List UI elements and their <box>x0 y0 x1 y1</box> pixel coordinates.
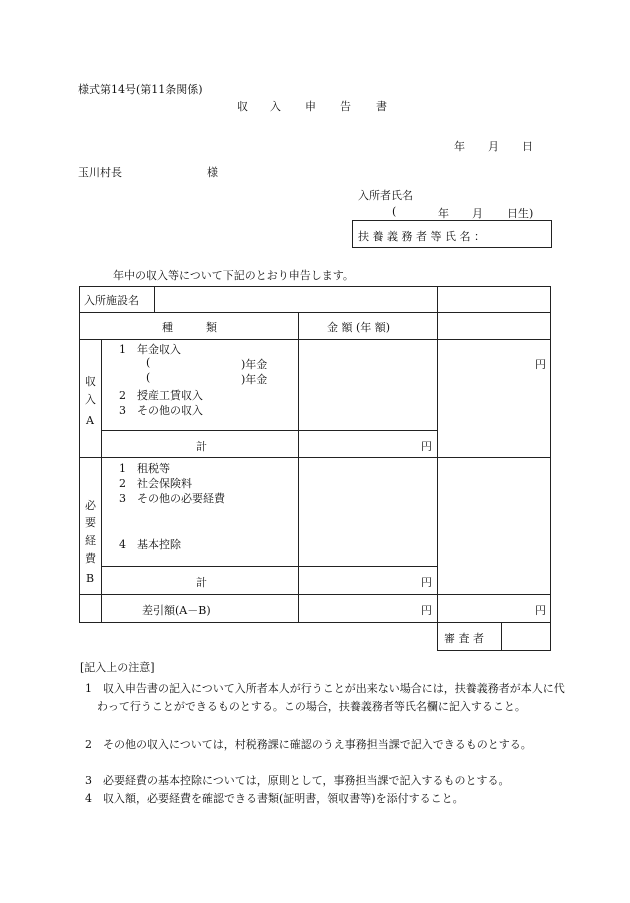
side-char: 要 <box>85 516 96 529</box>
expense-total-label: 計 <box>196 576 207 589</box>
column-header-amount: 金 額 (年 額) <box>327 321 391 334</box>
income-total-label: 計 <box>196 440 207 453</box>
income-yen-unit: 円 <box>535 358 546 371</box>
pension-paren-open: ( <box>146 356 151 369</box>
difference-yen: 円 <box>421 604 432 617</box>
expense-item-taxes: 1 租税等 <box>119 462 170 475</box>
side-char: 費 <box>85 552 96 565</box>
pension-type-2: )年金 <box>241 373 268 386</box>
note-2: 2 その他の収入については，村税務課に確認のうえ事務担当課で記入できるものとする。 <box>85 738 532 751</box>
birth-paren: ( <box>392 205 397 218</box>
side-char: B <box>86 572 95 585</box>
date-year: 年 <box>454 140 465 153</box>
side-char: 入 <box>85 393 96 406</box>
title-char: 書 <box>376 100 387 113</box>
difference-label: 差引額(A－B) <box>142 604 211 617</box>
side-char: 収 <box>85 375 96 388</box>
note-4: 4 収入額，必要経費を確認できる書類(証明書，領収書等)を添付すること。 <box>85 792 464 805</box>
column-header-type: 種 類 <box>162 321 217 334</box>
examiner-stamp-field[interactable] <box>503 624 549 649</box>
honorific: 様 <box>207 166 218 179</box>
facility-name-label: 入所施設名 <box>84 294 139 307</box>
pension-paren-open: ( <box>146 371 151 384</box>
date-day: 日 <box>522 140 533 153</box>
notes-heading: [記入上の注意] <box>80 661 155 674</box>
expense-total-yen: 円 <box>421 576 432 589</box>
income-item-wages: 2 授産工賃収入 <box>119 389 203 402</box>
income-total-yen: 円 <box>421 440 432 453</box>
side-char: A <box>86 414 94 427</box>
facility-name-field[interactable] <box>156 288 436 311</box>
birth-day: 日生) <box>507 207 534 220</box>
side-char: 経 <box>85 534 96 547</box>
pension-type-1: )年金 <box>241 358 268 371</box>
addressee: 玉川村長 <box>78 166 122 179</box>
title-char: 入 <box>270 100 281 113</box>
side-char: 必 <box>85 499 96 512</box>
expense-item-other: 3 その他の必要経費 <box>119 492 225 505</box>
applicant-name-label: 入所者氏名 <box>358 189 413 202</box>
note-1: 1 収入申告書の記入について入所者本人が行うことが出来ない場合には，扶養義務者が本人に代わって行うことができるものとする。この場合，扶養義務者等氏名欄に記入すること。 <box>85 682 565 713</box>
income-item-other: 3 その他の収入 <box>119 404 203 417</box>
expense-item-insurance: 2 社会保険料 <box>119 477 192 490</box>
date-month: 月 <box>488 140 499 153</box>
birth-month: 月 <box>472 207 483 220</box>
guardian-name-label: 扶 養 義 務 者 等 氏 名 ： <box>358 230 485 243</box>
title-char: 申 <box>305 100 316 113</box>
examiner-label: 審 査 者 <box>444 632 484 645</box>
difference-right-yen: 円 <box>535 604 546 617</box>
title-char: 収 <box>237 100 248 113</box>
expense-item-basic-deduction: 4 基本控除 <box>119 538 181 551</box>
income-item-pension: 1 年金収入 <box>119 343 181 356</box>
note-3: 3 必要経費の基本控除については，原則として，事務担当課で記入するものとする。 <box>85 774 510 787</box>
birth-year: 年 <box>438 207 449 220</box>
declaration-text: 年中の収入等について下記のとおり申告します。 <box>113 269 354 282</box>
form-number: 様式第14号(第11条関係) <box>78 83 203 96</box>
title-char: 告 <box>340 100 351 113</box>
